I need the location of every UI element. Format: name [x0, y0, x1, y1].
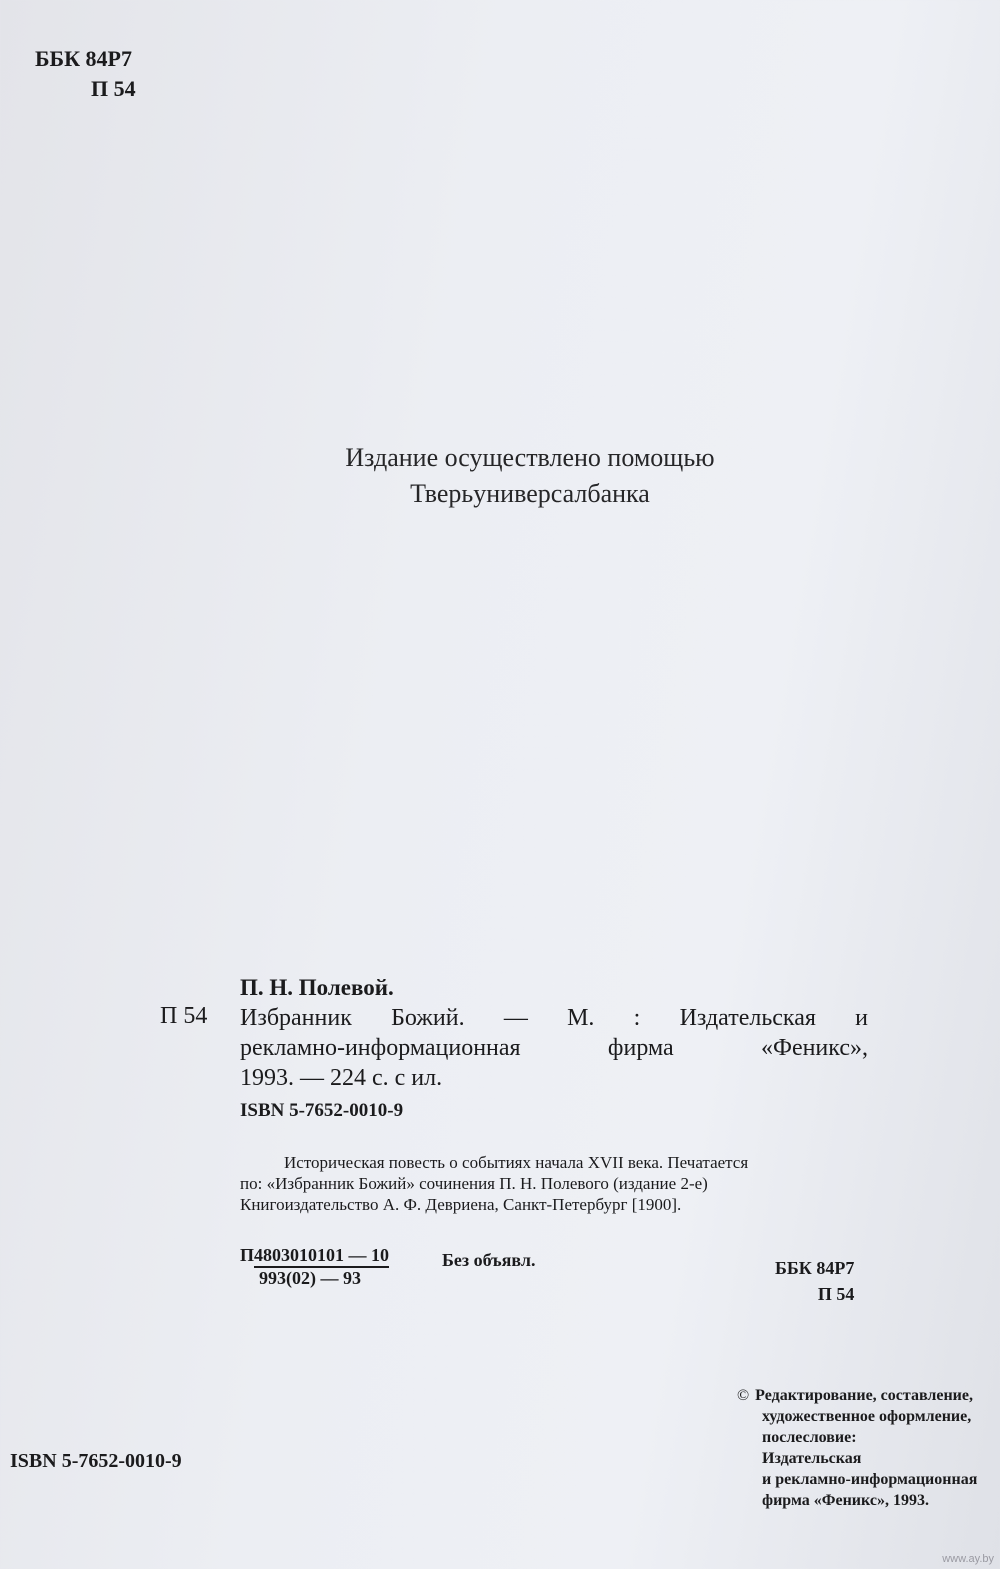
- copyright-icon: ©: [737, 1387, 750, 1404]
- catalog-index-label: П 54: [817, 1284, 855, 1304]
- catalog-bbk-label: ББК 84Р7: [775, 1258, 855, 1278]
- catalog-title-line-2: рекламно-информационная фирма «Феникс»,: [240, 1035, 868, 1061]
- catalog-annotation: [240, 1152, 868, 1215]
- formula-numerator: 4803010101 — 10: [254, 1245, 389, 1268]
- copyright-line-3: послесловие:: [762, 1429, 857, 1446]
- catalog-title-line-3: 1993. — 224 с. с ил.: [240, 1065, 443, 1091]
- copyright-line-1: Редактирование, составление,: [755, 1387, 973, 1404]
- sponsor-line-1: Издание осуществлено помощью: [345, 443, 715, 472]
- annotation-line-2: по: «Избранник Божий» сочинения П. Н. Полевого (издание 2-е): [240, 1174, 708, 1193]
- copyright-line-6: фирма «Феникс», 1993.: [762, 1492, 929, 1509]
- catalog-index-code: П 54: [160, 1003, 208, 1029]
- catalog-title-block: [240, 1003, 868, 1093]
- price-note: Без объявл.: [442, 1250, 536, 1270]
- annotation-line-1: Историческая повесть о событиях начала XVII века. Печатается: [284, 1153, 749, 1172]
- copyright-line-2: художественное оформление,: [762, 1408, 972, 1425]
- catalog-formula: [240, 1245, 389, 1289]
- formula-denominator: 993(02) — 93: [259, 1268, 361, 1288]
- bottom-isbn: ISBN 5-7652-0010-9: [10, 1450, 182, 1472]
- top-bbk-code: [35, 44, 136, 104]
- annotation-line-3: Книгоиздательство А. Ф. Девриена, Санкт-Петербург [1900].: [240, 1195, 682, 1214]
- watermark: www.ay.by: [942, 1553, 994, 1565]
- formula-prefix: П: [240, 1245, 255, 1265]
- top-index-label: П 54: [91, 76, 136, 101]
- catalog-author: П. Н. Полевой.: [240, 975, 394, 1000]
- top-bbk-label: ББК 84Р7: [35, 46, 132, 71]
- catalog-isbn: ISBN 5-7652-0010-9: [240, 1100, 404, 1121]
- catalog-title-line-1: Избранник Божий. — М. : Издательская и: [240, 1005, 868, 1031]
- copyright-block: [737, 1385, 978, 1511]
- copyright-line-5: и рекламно-информационная: [762, 1471, 978, 1488]
- sponsor-line-2: Тверьуниверсалбанка: [410, 479, 650, 508]
- copyright-line-4: Издательская: [762, 1450, 862, 1467]
- sponsor-note: [0, 440, 1000, 512]
- catalog-bbk-code: [775, 1255, 854, 1307]
